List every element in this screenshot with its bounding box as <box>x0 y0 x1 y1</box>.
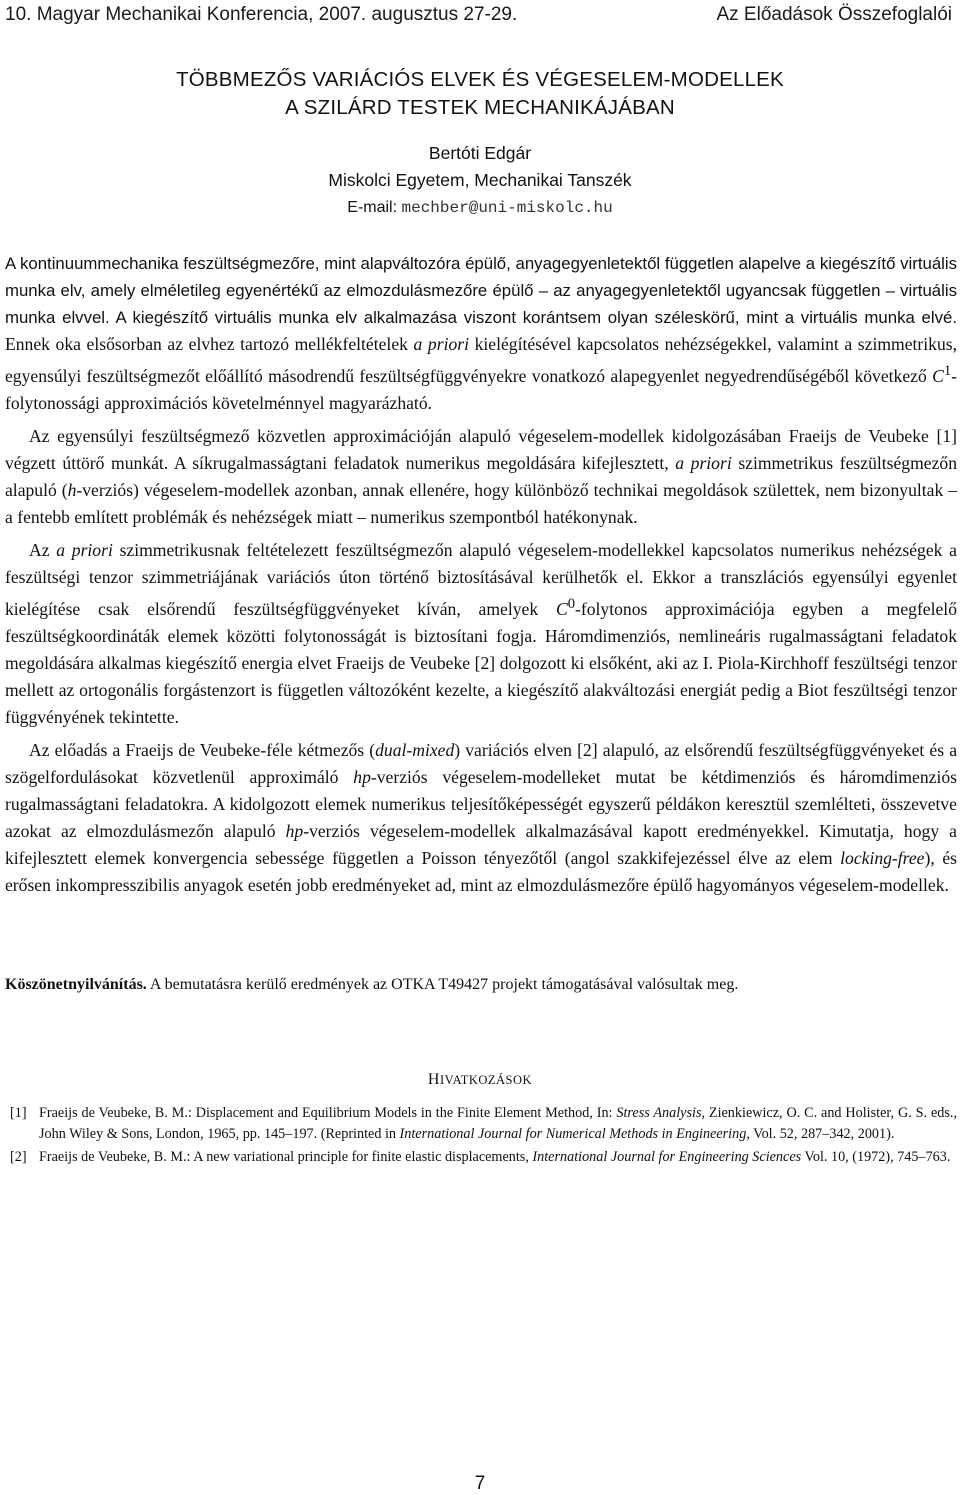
reference-text <box>39 1147 957 1168</box>
p4-text-a: Az előadás a Fraeijs de Veubeke-féle kétmezős ( <box>29 739 376 760</box>
ack-text: A bemutatásra kerülő eredmények az OTKA T49427 projekt támogatásával valósultak meg. <box>146 976 739 993</box>
reference-number: [1] <box>10 1105 27 1121</box>
refs-title-rest: IVATKOZÁSOK <box>439 1073 533 1087</box>
running-header-conference: 10. Magyar Mechanikai Konferencia, 2007. augusztus 27-29. <box>5 4 518 25</box>
acknowledgement <box>5 973 957 997</box>
p3-text-a: Az <box>29 539 57 560</box>
refs-title-first: H <box>427 1071 440 1088</box>
p1-text-c: Ennek oka elsősorban az elvhez tartozó mellékfeltételek <box>5 334 414 354</box>
reference-item <box>10 1147 957 1168</box>
ref1-a: Fraeijs de Veubeke, B. M.: Displacement and Equilibrium Models in the Finite Element Method, In: <box>39 1105 617 1121</box>
p3-text-c: -folytonos approximációja egyben a megfelelő feszültségkoordináták elemek közötti folytonosságát is biztosítani fogja. Háromdimenziós, nemlineáris rugalmasságtani feladatok megoldására alkalmas kiegészítő energia elvet Fraeijs de Veubeke [2] dolgozott ki elsőként, aki az I. Piola-Kirchhoff feszültségi tenzor mellett az ortogonális forgástenzort is független változóként kezelte, a kiegészítő alakváltozási energiát pedig a Biot feszültségi tenzor függvényének tekintette. <box>5 598 957 727</box>
p1-math-c: C <box>932 365 944 386</box>
abstract-body <box>5 250 957 899</box>
ref1-b: , Zienkiewicz, O. C. and Holister, G. S. eds., John Wiley & Sons, London, 1965, pp. 145–197. (Reprinted in <box>39 1105 957 1142</box>
author-email-line <box>0 194 960 222</box>
title-line-1: TÖBBMEZŐS VARIÁCIÓS ELVEK ÉS VÉGESELEM-MODELLEK <box>176 68 784 91</box>
p1-math-sup: 1 <box>943 363 952 379</box>
paragraph-3 <box>5 537 957 731</box>
p3-text-b: szimmetrikusnak feltételezett feszültségmezőn alapuló végeselem-modellekkel kapcsolatos numerikus nehézségek a feszültségi tenzor szimmetriájának variációs úton történő biztosításával kerülhetők el. Ekkor a transzlációs egyensúlyi egyenlet kielégítése csak elsőrendű feszültségfüggvényeket kíván, amelyek <box>5 539 957 619</box>
paragraph-1 <box>5 250 957 417</box>
p2-italic: a priori <box>675 452 732 473</box>
email-label: E-mail: <box>347 199 402 216</box>
p1-text-e: -folytonossági approximációs követelménnyel magyarázható. <box>5 365 957 413</box>
p2-text-c: -verziós) végeselem-modellek azonban, annak ellenére, hogy különböző technikai megoldások születtek, nem bizonyultak – a fentebb említett problémák és nehézségek miatt – numerikus szempontból hatékonynak. <box>5 479 957 527</box>
email-address[interactable]: mechber@uni-miskolc.hu <box>401 199 613 217</box>
p4-italic: dual-mixed <box>375 739 455 760</box>
ref2-b: Vol. 10, (1972), 745–763. <box>801 1149 951 1165</box>
p4-italic-2: locking-free <box>840 847 925 868</box>
p2-text-b: szimmetrikus feszültségmezőn alapuló ( <box>5 452 957 500</box>
references-list <box>10 1103 957 1171</box>
p1-text-d: kielégítésével kapcsolatos nehézségekkel, valamint a szimmetrikus, egyensúlyi feszültségmezőt előállító másodrendű feszültségfüggvényekre vonatkozó alapegyenlet negyedrendűségéből következő <box>5 334 957 386</box>
p3-math-sup: 0 <box>567 595 576 612</box>
ref1-c: , Vol. 52, 287–342, 2001). <box>746 1125 895 1142</box>
p4-text-b: ) variációs elven [2] alapuló, az elsőrendű feszültségfüggvényeket és a szögelfordulásokat közvetlenül approximáló <box>5 739 958 787</box>
p4-math-hp-2: hp <box>285 820 304 841</box>
p3-math-c: C <box>555 598 568 619</box>
author-affiliation: Miskolci Egyetem, Mechanikai Tanszék <box>328 170 632 190</box>
p2-text-a: Az egyensúlyi feszültségmező közvetlen approximációján alapuló végeselem-modellek kidolgozásában Fraeijs de Veubeke [1] végzett úttörő munkát. A síkrugalmasságtani feladatok numerikus megoldására kifejlesztett, <box>5 425 957 473</box>
paper-title <box>0 66 960 122</box>
p1-sans-text: A kontinuummechanika feszültségmezőre, mint alapváltozóra épülő, anyagegyenletektől független alapelve a kiegészítő virtuális munka elv, amely elméletileg egyenértékű az elmozdulásmezőre épülő – az anyagegyenletektől ugyancsak független – virtuális munka elvvel. <box>5 254 957 327</box>
ref2-a: Fraeijs de Veubeke, B. M.: A new variational principle for finite elastic displacements, <box>39 1149 533 1165</box>
paragraph-4 <box>5 737 957 899</box>
p4-math-hp-1: hp <box>353 766 371 787</box>
reference-item <box>10 1103 957 1144</box>
page-number: 7 <box>474 1473 486 1494</box>
reference-text <box>39 1103 957 1144</box>
p3-italic: a priori <box>56 539 113 560</box>
references-heading <box>0 1071 960 1089</box>
p4-text-d: -verziós végeselem-modellek alkalmazásával kapott eredményekkel. Kimutatja, hogy a kifejlesztett elemek konvergencia sebessége független a Poisson tényezőtől (angol szakkifejezéssel élve az elem <box>5 820 957 868</box>
ack-label: Köszönetnyilvánítás. <box>5 976 147 993</box>
ref2-it1: International Journal for Engineering Sciences <box>532 1149 802 1165</box>
reference-number: [2] <box>10 1149 27 1165</box>
p1-sans-text-2: A kiegészítő virtuális munka elv alkalmazása viszont korántsem olyan széleskörű, mint a virtuális munka elvé. <box>109 308 957 327</box>
ref1-it1: Stress Analysis <box>616 1105 702 1121</box>
running-header-section: Az Előadások Összefoglalói <box>716 4 952 25</box>
p1-italic: a priori <box>413 334 469 354</box>
p2-math-h: h <box>67 479 77 500</box>
title-line-2: A SZILÁRD TESTEK MECHANIKÁJÁBAN <box>285 96 675 119</box>
p4-text-c: -verziós végeselem-modelleket mutat be kétdimenziós és háromdimenziós rugalmasságtani feladatokra. A kidolgozott elemek numerikus teljesítőképességét egyszerű példákon keresztül szemlélteti, összevetve azokat az elmozdulásmezőn alapuló <box>5 766 957 841</box>
author-block <box>0 140 960 222</box>
p4-text-e: ), és erősen inkompresszibilis anyagok esetén jobb eredményeket ad, mint az elmozdulásmezőre épülő hagyományos végeselem-modellek. <box>5 847 957 895</box>
paragraph-2 <box>5 423 957 531</box>
author-name: Bertóti Edgár <box>428 143 532 163</box>
ref1-it2: International Journal for Numerical Methods in Engineering <box>399 1125 747 1142</box>
